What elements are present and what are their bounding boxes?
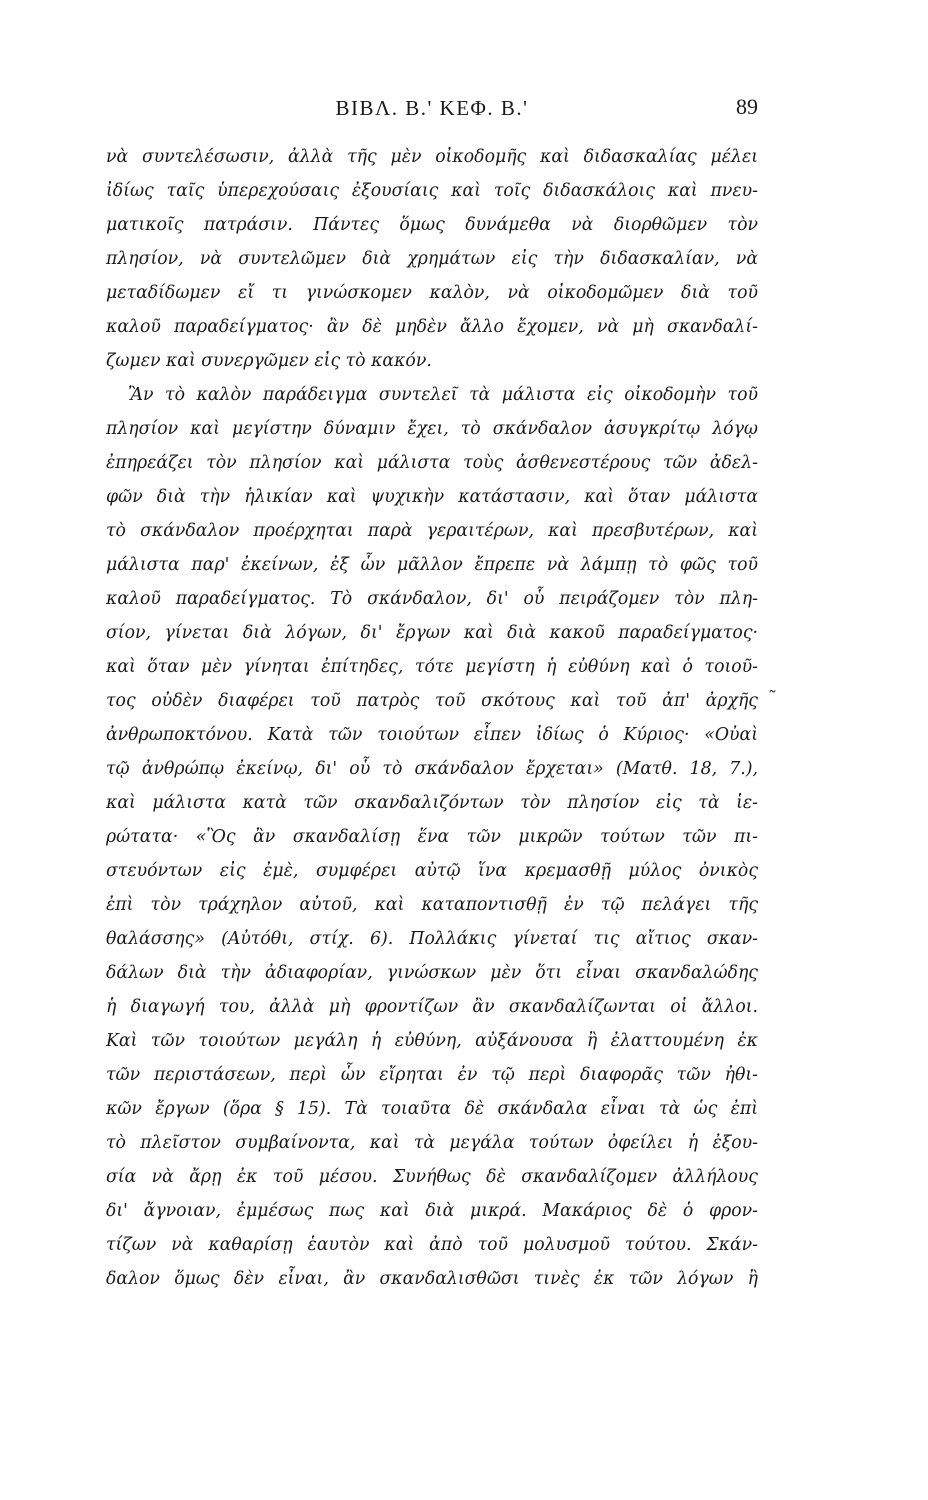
page-number: 89	[736, 94, 758, 119]
text-line: μάλιστα παρ' ἐκείνων, ἐξ ὧν μᾶλλον ἔπρεπε νὰ λάμπῃ τὸ φῶς τοῦ	[106, 555, 758, 575]
body-text	[106, 140, 758, 1296]
text-line: νὰ συντελέσωσιν, ἀλλὰ τῆς μὲν οἰκοδομῆς καὶ διδασκαλίας μέλει	[106, 147, 758, 167]
margin-mark: ˜	[768, 688, 777, 709]
text-line: τὸ πλεῖστον συμβαίνοντα, καὶ τὰ μεγάλα τούτων ὀφείλει ἡ ἐξου-	[106, 1133, 758, 1153]
text-line: ἐπηρεάζει τὸν πλησίον καὶ μάλιστα τοὺς ἀσθενεστέρους τῶν ἀδελ-	[106, 453, 758, 473]
text-line: τῷ ἀνθρώπῳ ἐκείνῳ, δι' οὗ τὸ σκάνδαλον ἔρχεται» (Ματθ. 18, 7.),	[106, 759, 758, 779]
text-line: τίζων νὰ καθαρίσῃ ἑαυτὸν καὶ ἀπὸ τοῦ μολυσμοῦ τούτου. Σκάν-	[106, 1235, 758, 1255]
text-line: ἰδίως ταῖς ὑπερεχούσαις ἐξουσίαις καὶ τοῖς διδασκάλοις καὶ πνευ-	[106, 181, 758, 201]
text-line: Καὶ τῶν τοιούτων μεγάλη ἡ εὐθύνη, αὐξάνουσα ἢ ἐλαττουμένη ἐκ	[106, 1031, 758, 1051]
text-line: καλοῦ παραδείγματος· ἂν δὲ μηδὲν ἄλλο ἔχομεν, νὰ μὴ σκανδαλί-	[106, 317, 758, 337]
text-line: τος οὐδὲν διαφέρει τοῦ πατρὸς τοῦ σκότους καὶ τοῦ ἀπ' ἀρχῆς	[106, 691, 758, 711]
text-line: φῶν διὰ τὴν ἡλικίαν καὶ ψυχικὴν κατάστασιν, καὶ ὅταν μάλιστα	[106, 487, 758, 507]
text-line: τῶν περιστάσεων, περὶ ὧν εἴρηται ἐν τῷ περὶ διαφορᾶς τῶν ἠθι-	[106, 1065, 758, 1085]
text-line: ἐπὶ τὸν τράχηλον αὐτοῦ, καὶ καταποντισθῇ ἐν τῷ πελάγει τῆς	[106, 895, 758, 915]
text-line: σίον, γίνεται διὰ λόγων, δι' ἔργων καὶ διὰ κακοῦ παραδείγματος·	[106, 623, 758, 643]
paragraph-end-line: ζωμεν καὶ συνεργῶμεν εἰς τὸ κακόν.	[106, 351, 432, 371]
paragraph-start-line: Ἂν τὸ καλὸν παράδειγμα συντελεῖ τὰ μάλιστα εἰς οἰκοδομὴν τοῦ	[128, 385, 758, 405]
text-line: θαλάσσης» (Αὐτόθι, στίχ. 6). Πολλάκις γίνεταί τις αἴτιος σκαν-	[106, 929, 758, 949]
text-line: στευόντων εἰς ἐμὲ, συμφέρει αὐτῷ ἵνα κρεμασθῇ μύλος ὀνικὸς	[106, 861, 758, 881]
text-line: ἡ διαγωγή του, ἀλλὰ μὴ φροντίζων ἂν σκανδαλίζωνται οἱ ἄλλοι.	[106, 997, 758, 1017]
text-line: δαλον ὅμως δὲν εἶναι, ἂν σκανδαλισθῶσι τινὲς ἐκ τῶν λόγων ἢ	[106, 1269, 758, 1289]
text-line: καὶ ὅταν μὲν γίνηται ἐπίτηδες, τότε μεγίστη ἡ εὐθύνη καὶ ὁ τοιοῦ-	[106, 657, 758, 677]
text-line: ματικοῖς πατράσιν. Πάντες ὅμως δυνάμεθα νὰ διορθῶμεν τὸν	[106, 215, 758, 235]
text-line: σία νὰ ἄρῃ ἐκ τοῦ μέσου. Συνήθως δὲ σκανδαλίζομεν ἀλλήλους	[106, 1167, 758, 1187]
running-head	[106, 96, 758, 128]
text-line: πλησίον καὶ μεγίστην δύναμιν ἔχει, τὸ σκάνδαλον ἀσυγκρίτῳ λόγῳ	[106, 419, 758, 439]
text-line: καλοῦ παραδείγματος. Τὸ σκάνδαλον, δι' οὗ πειράζομεν τὸν πλη-	[106, 589, 758, 609]
text-line: ἀνθρωποκτόνου. Κατὰ τῶν τοιούτων εἶπεν ἰδίως ὁ Κύριος· «Οὐαὶ	[106, 725, 758, 745]
running-title: BIBΛ. Β.' ΚΕΦ. Β.'	[335, 96, 529, 120]
text-line: πλησίον, νὰ συντελῶμεν διὰ χρημάτων εἰς τὴν διδασκαλίαν, νὰ	[106, 249, 758, 269]
text-line: δι' ἄγνοιαν, ἐμμέσως πως καὶ διὰ μικρά. Μακάριος δὲ ὁ φρον-	[106, 1201, 758, 1221]
text-line: ρώτατα· «Ὃς ἂν σκανδαλίσῃ ἕνα τῶν μικρῶν τούτων τῶν πι-	[106, 827, 758, 847]
text-line: τὸ σκάνδαλον προέρχηται παρὰ γεραιτέρων, καὶ πρεσβυτέρων, καὶ	[106, 521, 758, 541]
text-line: κῶν ἔργων (ὅρα § 15). Τὰ τοιαῦτα δὲ σκάνδαλα εἶναι τὰ ὡς ἐπὶ	[106, 1099, 758, 1119]
text-line: μεταδίδωμεν εἴ τι γινώσκομεν καλὸν, νὰ οἰκοδομῶμεν διὰ τοῦ	[106, 283, 758, 303]
text-line: δάλων διὰ τὴν ἀδιαφορίαν, γινώσκων μὲν ὅτι εἶναι σκανδαλώδης	[106, 963, 758, 983]
text-line: καὶ μάλιστα κατὰ τῶν σκανδαλιζόντων τὸν πλησίον εἰς τὰ ἱε-	[106, 793, 758, 813]
